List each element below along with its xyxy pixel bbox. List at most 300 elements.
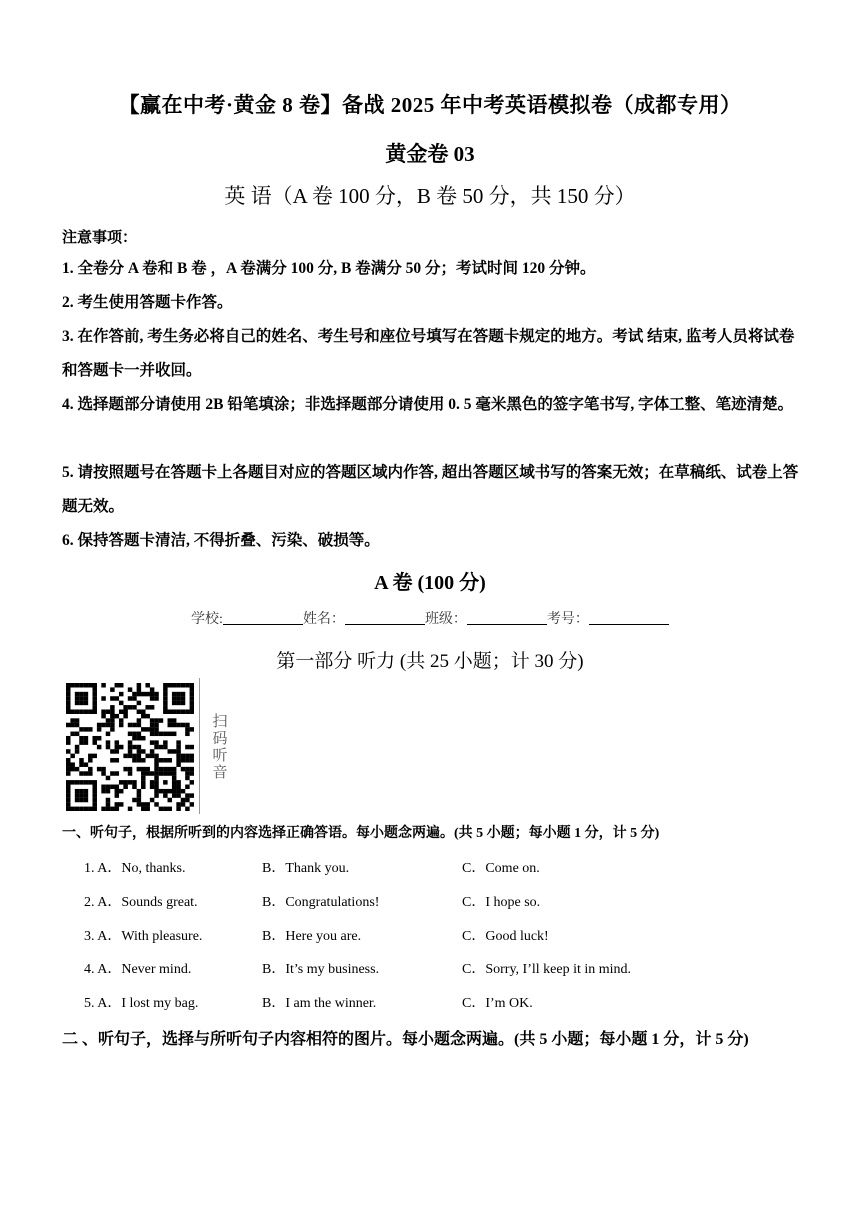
qr-module bbox=[145, 692, 150, 697]
qr-module bbox=[92, 701, 97, 706]
qr-module bbox=[66, 785, 71, 790]
qr-module bbox=[168, 732, 173, 737]
qr-module bbox=[172, 683, 177, 688]
qr-module bbox=[75, 793, 80, 798]
qr-module bbox=[150, 727, 155, 732]
qr-module bbox=[163, 789, 168, 794]
qr-module bbox=[106, 732, 111, 737]
qr-module bbox=[79, 771, 84, 776]
qr-module bbox=[70, 683, 75, 688]
qr-module bbox=[106, 785, 111, 790]
qr-module bbox=[128, 705, 133, 710]
option-a: 3. A．With pleasure. bbox=[84, 929, 203, 944]
qr-module bbox=[176, 789, 181, 794]
qr-module bbox=[66, 749, 71, 754]
qr-module bbox=[79, 696, 84, 701]
qr-module bbox=[110, 749, 115, 754]
qr-module bbox=[110, 709, 115, 714]
qr-module bbox=[163, 807, 168, 811]
qr-module bbox=[66, 758, 71, 763]
qr-module bbox=[70, 807, 75, 811]
qr-module bbox=[75, 767, 80, 772]
qr-module bbox=[92, 785, 97, 790]
qr-module bbox=[185, 754, 190, 759]
qr-module bbox=[70, 754, 75, 759]
qr-module bbox=[159, 789, 164, 794]
question-row bbox=[0, 992, 860, 1012]
qr-caption bbox=[211, 713, 229, 781]
qr-module bbox=[115, 740, 120, 745]
qr-module bbox=[137, 718, 142, 723]
qr-module bbox=[119, 745, 124, 750]
qr-module bbox=[172, 780, 177, 785]
qr-module bbox=[106, 789, 111, 794]
qr-module bbox=[181, 758, 186, 763]
qr-module bbox=[75, 683, 80, 688]
qr-module bbox=[79, 780, 84, 785]
qr-module bbox=[154, 780, 159, 785]
qr-module bbox=[84, 793, 89, 798]
qr-module bbox=[123, 709, 128, 714]
qr-module bbox=[190, 696, 194, 701]
qr-module bbox=[190, 780, 194, 785]
qr-module bbox=[141, 692, 146, 697]
qr-module bbox=[92, 789, 97, 794]
qr-module bbox=[132, 723, 137, 728]
qr-module bbox=[137, 687, 142, 692]
qr-module bbox=[66, 793, 71, 798]
qr-module bbox=[66, 701, 71, 706]
qr-module bbox=[128, 723, 133, 728]
qr-module bbox=[79, 758, 84, 763]
qr-module bbox=[66, 807, 71, 811]
qr-module bbox=[150, 718, 155, 723]
qr-module bbox=[168, 718, 173, 723]
qr-module bbox=[163, 696, 168, 701]
qr-module bbox=[181, 754, 186, 759]
qr-module bbox=[88, 709, 93, 714]
qr-module bbox=[101, 723, 106, 728]
qr-module bbox=[110, 807, 115, 811]
qr-module bbox=[141, 758, 146, 763]
qr-module bbox=[115, 802, 120, 807]
qr-module bbox=[163, 705, 168, 710]
notice-item: 6. 保持答题卡清洁, 不得折叠、污染、破损等。 bbox=[62, 532, 380, 549]
qr-module bbox=[176, 723, 181, 728]
qr-module bbox=[66, 709, 71, 714]
qr-module bbox=[97, 745, 102, 750]
qr-module bbox=[70, 762, 75, 767]
qr-module bbox=[154, 692, 159, 697]
exam-no-label: 考号： bbox=[546, 612, 589, 627]
qr-module bbox=[163, 740, 168, 745]
qr-module bbox=[137, 723, 142, 728]
option-b: B．It’s my business. bbox=[262, 962, 380, 977]
qr-module bbox=[185, 709, 190, 714]
qr-module bbox=[70, 718, 75, 723]
qr-module bbox=[119, 683, 124, 688]
qr-module bbox=[168, 758, 173, 763]
qr-module bbox=[132, 745, 137, 750]
qr-caption-char: 听 bbox=[212, 746, 228, 764]
qr-module bbox=[128, 745, 133, 750]
qr-module bbox=[119, 701, 124, 706]
qr-module bbox=[84, 771, 89, 776]
qr-module bbox=[159, 745, 164, 750]
qr-module bbox=[101, 683, 106, 688]
qr-module bbox=[101, 709, 106, 714]
qr-module bbox=[154, 723, 159, 728]
qr-module bbox=[84, 701, 89, 706]
qr-module bbox=[172, 789, 177, 794]
qr-module bbox=[79, 692, 84, 697]
qr-module bbox=[154, 740, 159, 745]
qr-module bbox=[176, 793, 181, 798]
qr-module bbox=[141, 771, 146, 776]
qr-module bbox=[163, 793, 168, 798]
qr-module bbox=[168, 789, 173, 794]
qr-module bbox=[190, 793, 194, 798]
exam-title: 【赢在中考·黄金 8 卷】备战 2025 年中考英语模拟卷（成都专用） bbox=[118, 93, 742, 117]
qr-module bbox=[84, 696, 89, 701]
qr-module bbox=[137, 767, 142, 772]
qr-module bbox=[70, 723, 75, 728]
qr-module bbox=[66, 789, 71, 794]
qr-module bbox=[123, 785, 128, 790]
notice-item: 2. 考生使用答题卡作答。 bbox=[62, 294, 233, 311]
qr-module bbox=[172, 749, 177, 754]
qr-module bbox=[75, 701, 80, 706]
qr-module bbox=[176, 683, 181, 688]
qr-module bbox=[79, 709, 84, 714]
qr-module bbox=[137, 736, 142, 741]
qr-module bbox=[159, 771, 164, 776]
qr-module bbox=[150, 798, 155, 803]
question-group-1-heading: 一、听句子，根据所听到的内容选择正确答语。每小题念两遍。(共 5 小题；每小题 1 分，计 5 分) bbox=[62, 826, 660, 841]
qr-module bbox=[163, 771, 168, 776]
qr-module bbox=[163, 745, 168, 750]
qr-module bbox=[190, 745, 194, 750]
option-a: 1. A．No, thanks. bbox=[84, 861, 186, 876]
qr-module bbox=[66, 692, 71, 697]
qr-module bbox=[101, 696, 106, 701]
qr-module bbox=[132, 785, 137, 790]
qr-module bbox=[119, 780, 124, 785]
qr-module bbox=[185, 798, 190, 803]
qr-module bbox=[172, 767, 177, 772]
qr-module bbox=[141, 749, 146, 754]
qr-module bbox=[190, 683, 194, 688]
qr-module bbox=[132, 736, 137, 741]
qr-module bbox=[154, 762, 159, 767]
qr-module bbox=[75, 692, 80, 697]
qr-module bbox=[88, 727, 93, 732]
qr-module bbox=[176, 807, 181, 811]
qr-module bbox=[168, 807, 173, 811]
qr-module bbox=[185, 723, 190, 728]
qr-module bbox=[190, 767, 194, 772]
qr-module bbox=[145, 802, 150, 807]
qr-module bbox=[181, 789, 186, 794]
qr-module bbox=[168, 723, 173, 728]
qr-module bbox=[106, 802, 111, 807]
qr-module bbox=[84, 789, 89, 794]
qr-module bbox=[115, 758, 120, 763]
qr-module bbox=[145, 683, 150, 688]
qr-module bbox=[92, 793, 97, 798]
qr-module bbox=[115, 807, 120, 811]
question-row bbox=[0, 958, 860, 978]
qr-module bbox=[159, 718, 164, 723]
qr-module bbox=[181, 802, 186, 807]
qr-module bbox=[150, 771, 155, 776]
qr-module bbox=[154, 802, 159, 807]
qr-module bbox=[75, 723, 80, 728]
qr-module bbox=[106, 745, 111, 750]
qr-module bbox=[88, 807, 93, 811]
qr-module bbox=[137, 701, 142, 706]
qr-code[interactable] bbox=[66, 683, 194, 811]
qr-module bbox=[185, 793, 190, 798]
qr-module bbox=[84, 683, 89, 688]
qr-module bbox=[154, 732, 159, 737]
qr-module bbox=[110, 785, 115, 790]
qr-module bbox=[154, 754, 159, 759]
qr-module bbox=[88, 771, 93, 776]
qr-module bbox=[66, 798, 71, 803]
qr-module bbox=[75, 745, 80, 750]
qr-module bbox=[150, 749, 155, 754]
qr-module bbox=[128, 807, 133, 811]
qr-module bbox=[172, 793, 177, 798]
qr-module bbox=[190, 701, 194, 706]
option-c: C．Come on. bbox=[462, 861, 540, 876]
qr-module bbox=[176, 780, 181, 785]
qr-module bbox=[79, 727, 84, 732]
qr-module bbox=[128, 732, 133, 737]
qr-module bbox=[145, 771, 150, 776]
qr-module bbox=[132, 696, 137, 701]
qr-module bbox=[115, 714, 120, 719]
qr-module bbox=[128, 754, 133, 759]
qr-module bbox=[84, 740, 89, 745]
qr-module bbox=[172, 776, 177, 781]
qr-module bbox=[176, 749, 181, 754]
qr-module bbox=[66, 723, 71, 728]
qr-module bbox=[110, 727, 115, 732]
option-a: 4. A．Never mind. bbox=[84, 962, 192, 977]
qr-module bbox=[181, 798, 186, 803]
qr-module bbox=[185, 785, 190, 790]
qr-module bbox=[88, 780, 93, 785]
qr-module bbox=[190, 709, 194, 714]
qr-module bbox=[79, 736, 84, 741]
class-label: 班级： bbox=[424, 612, 467, 627]
qr-module bbox=[101, 807, 106, 811]
qr-module bbox=[150, 754, 155, 759]
qr-module bbox=[168, 683, 173, 688]
qr-module bbox=[132, 758, 137, 763]
qr-module bbox=[92, 683, 97, 688]
qr-module bbox=[185, 745, 190, 750]
qr-module bbox=[106, 723, 111, 728]
qr-module bbox=[119, 718, 124, 723]
qr-module bbox=[181, 767, 186, 772]
qr-module bbox=[106, 807, 111, 811]
qr-module bbox=[66, 705, 71, 710]
qr-module bbox=[172, 709, 177, 714]
qr-module bbox=[176, 709, 181, 714]
qr-module bbox=[176, 802, 181, 807]
qr-module bbox=[106, 740, 111, 745]
qr-module bbox=[176, 754, 181, 759]
qr-module bbox=[145, 754, 150, 759]
qr-module bbox=[150, 723, 155, 728]
qr-module bbox=[84, 727, 89, 732]
qr-module bbox=[115, 785, 120, 790]
option-c: C．Sorry, I’ll keep it in mind. bbox=[462, 962, 632, 977]
qr-module bbox=[128, 771, 133, 776]
qr-module bbox=[128, 696, 133, 701]
qr-module bbox=[145, 714, 150, 719]
qr-module bbox=[115, 789, 120, 794]
qr-module bbox=[145, 705, 150, 710]
qr-module bbox=[115, 745, 120, 750]
qr-module bbox=[154, 771, 159, 776]
qr-module bbox=[66, 767, 71, 772]
qr-module bbox=[185, 727, 190, 732]
qr-module bbox=[128, 749, 133, 754]
qr-module bbox=[132, 732, 137, 737]
qr-module bbox=[190, 758, 194, 763]
notice-item: 4. 选择题部分请使用 2B 铅笔填涂；非选择题部分请使用 0. 5 毫米黑色的签字笔书写, 字体工整、笔迹清楚。 bbox=[62, 396, 794, 413]
qr-module bbox=[132, 798, 137, 803]
qr-module bbox=[128, 780, 133, 785]
qr-module bbox=[110, 714, 115, 719]
question-row bbox=[0, 925, 860, 945]
qr-module bbox=[84, 807, 89, 811]
qr-module bbox=[110, 696, 115, 701]
qr-module bbox=[163, 687, 168, 692]
qr-module bbox=[92, 754, 97, 759]
qr-module bbox=[132, 692, 137, 697]
qr-module bbox=[176, 740, 181, 745]
qr-module bbox=[79, 798, 84, 803]
qr-module bbox=[101, 767, 106, 772]
qr-module bbox=[123, 767, 128, 772]
qr-module bbox=[66, 736, 71, 741]
option-b: B．Here you are. bbox=[262, 929, 362, 944]
option-b: B．Thank you. bbox=[262, 861, 350, 876]
name-blank bbox=[345, 610, 425, 625]
qr-module bbox=[79, 793, 84, 798]
qr-module bbox=[119, 802, 124, 807]
qr-module bbox=[92, 736, 97, 741]
qr-module bbox=[141, 780, 146, 785]
qr-module bbox=[163, 692, 168, 697]
divider bbox=[199, 678, 200, 814]
qr-module bbox=[168, 767, 173, 772]
qr-module bbox=[84, 709, 89, 714]
qr-module bbox=[110, 687, 115, 692]
qr-module bbox=[150, 732, 155, 737]
qr-module bbox=[137, 793, 142, 798]
qr-module bbox=[154, 718, 159, 723]
qr-module bbox=[92, 780, 97, 785]
qr-module bbox=[70, 767, 75, 772]
qr-module bbox=[150, 696, 155, 701]
qr-module bbox=[172, 701, 177, 706]
qr-module bbox=[137, 758, 142, 763]
qr-module bbox=[101, 771, 106, 776]
qr-module bbox=[128, 740, 133, 745]
qr-module bbox=[172, 785, 177, 790]
qr-module bbox=[123, 714, 128, 719]
option-a: 2. A．Sounds great. bbox=[84, 895, 198, 910]
qr-module bbox=[79, 683, 84, 688]
qr-module bbox=[66, 780, 71, 785]
qr-module bbox=[79, 740, 84, 745]
qr-module bbox=[163, 758, 168, 763]
qr-module bbox=[66, 802, 71, 807]
qr-module bbox=[137, 789, 142, 794]
qr-module bbox=[150, 687, 155, 692]
qr-module bbox=[88, 767, 93, 772]
question-row bbox=[0, 857, 860, 877]
qr-module bbox=[97, 727, 102, 732]
qr-module bbox=[163, 701, 168, 706]
qr-module bbox=[185, 683, 190, 688]
qr-module bbox=[92, 692, 97, 697]
qr-module bbox=[132, 754, 137, 759]
qr-module bbox=[168, 798, 173, 803]
qr-module bbox=[141, 714, 146, 719]
option-b: B．Congratulations! bbox=[262, 895, 380, 910]
qr-module bbox=[176, 696, 181, 701]
qr-module bbox=[106, 718, 111, 723]
qr-module bbox=[145, 807, 150, 811]
qr-module bbox=[185, 776, 190, 781]
qr-module bbox=[75, 718, 80, 723]
qr-module bbox=[88, 683, 93, 688]
qr-module bbox=[92, 740, 97, 745]
qr-module bbox=[119, 692, 124, 697]
qr-module bbox=[132, 780, 137, 785]
qr-module bbox=[190, 754, 194, 759]
option-c: C．Good luck! bbox=[462, 929, 549, 944]
qr-module bbox=[163, 683, 168, 688]
qr-module bbox=[106, 798, 111, 803]
qr-module bbox=[168, 749, 173, 754]
qr-module bbox=[79, 701, 84, 706]
qr-module bbox=[181, 683, 186, 688]
subject-line: 英 语（A 卷 100 分，B 卷 50 分，共 150 分） bbox=[224, 184, 636, 208]
qr-module bbox=[145, 767, 150, 772]
qr-module bbox=[172, 771, 177, 776]
qr-module bbox=[172, 723, 177, 728]
notice-item: 3. 在作答前, 考生务必将自己的姓名、考生号和座位号填写在答题卡规定的地方。考试 结束, 监考人员将试卷和答题卡一并收回。 bbox=[62, 328, 795, 379]
qr-module bbox=[154, 727, 159, 732]
qr-module bbox=[141, 785, 146, 790]
qr-module bbox=[123, 754, 128, 759]
qr-module bbox=[159, 767, 164, 772]
qr-module bbox=[141, 807, 146, 811]
part1-title: 第一部分 听力 (共 25 小题；计 30 分) bbox=[276, 651, 584, 672]
qr-module bbox=[181, 692, 186, 697]
qr-module bbox=[176, 785, 181, 790]
qr-module bbox=[123, 780, 128, 785]
qr-module bbox=[181, 709, 186, 714]
